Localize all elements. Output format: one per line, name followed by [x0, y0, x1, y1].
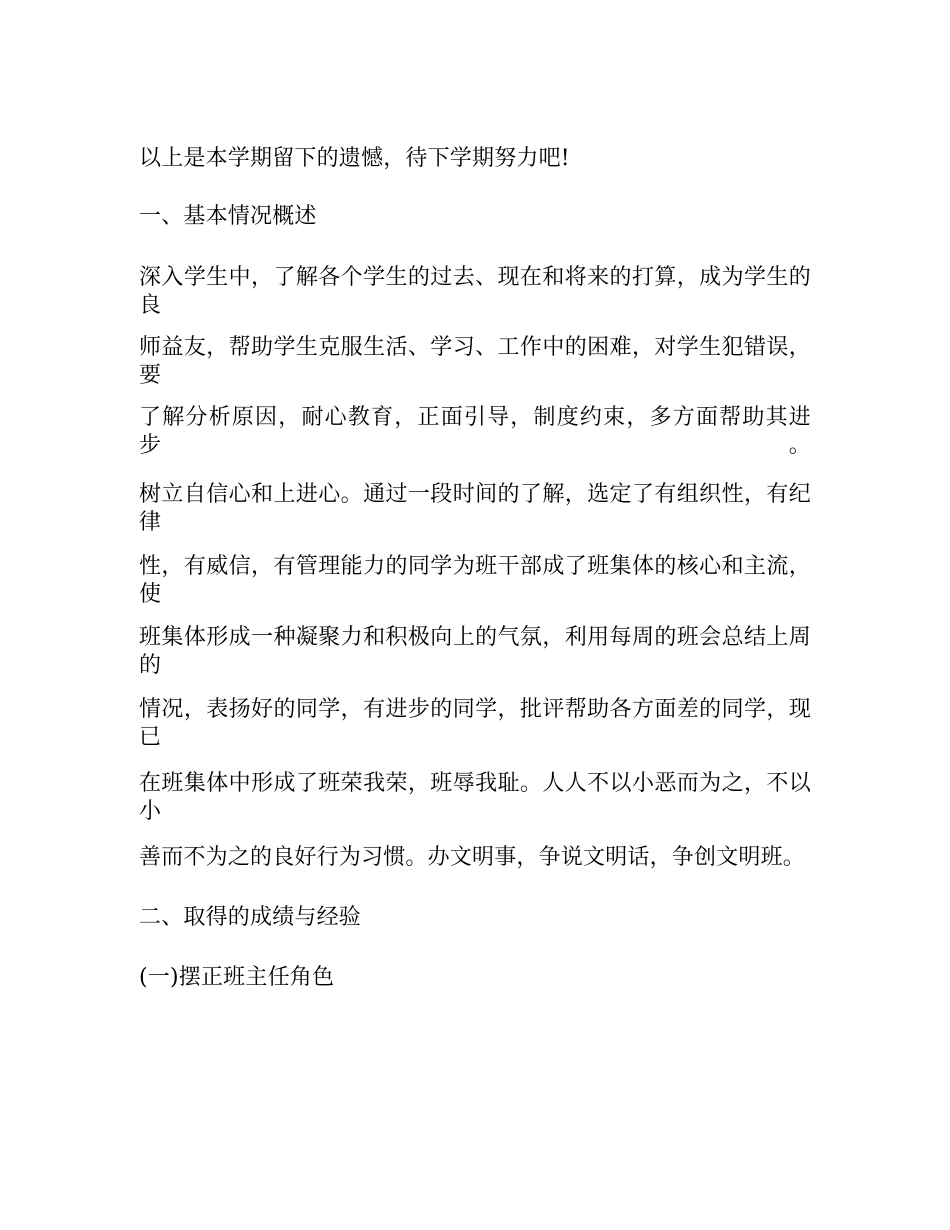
subsection-heading: (一)摆正班主任角色 [139, 965, 335, 990]
paragraph-line: 树立自信心和上进心。通过一段时间的了解，选定了有组织性，有纪律 [139, 482, 811, 535]
paragraph-line: 善而不为之的良好行为习惯。办文明事，争说文明话，争创文明班。 [139, 845, 806, 870]
paragraph-line: 深入学生中，了解各个学生的过去、现在和将来的打算，成为学生的良 [139, 265, 811, 318]
closing-remark: 以上是本学期留下的遗憾，待下学期努力吧! [139, 146, 570, 171]
paragraph-line: 性，有威信，有管理能力的同学为班干部成了班集体的核心和主流，使 [139, 554, 811, 607]
section-heading-1: 一、基本情况概述 [139, 204, 317, 229]
paragraph-line: 情况，表扬好的同学，有进步的同学，批评帮助各方面差的同学，现已 [139, 697, 811, 750]
paragraph-line: 师益友，帮助学生克服生活、学习、工作中的困难，对学生犯错误，要 [139, 335, 811, 388]
paragraph-line: 班集体形成一种凝聚力和积极向上的气氛，利用每周的班会总结上周的 [139, 625, 811, 678]
paragraph-line: 了解分析原因，耐心教育，正面引导，制度约束，多方面帮助其进步。 [139, 405, 811, 458]
paragraph-line: 在班集体中形成了班荣我荣，班辱我耻。人人不以小恶而为之，不以小 [139, 771, 811, 824]
section-heading-2: 二、取得的成绩与经验 [139, 905, 362, 930]
